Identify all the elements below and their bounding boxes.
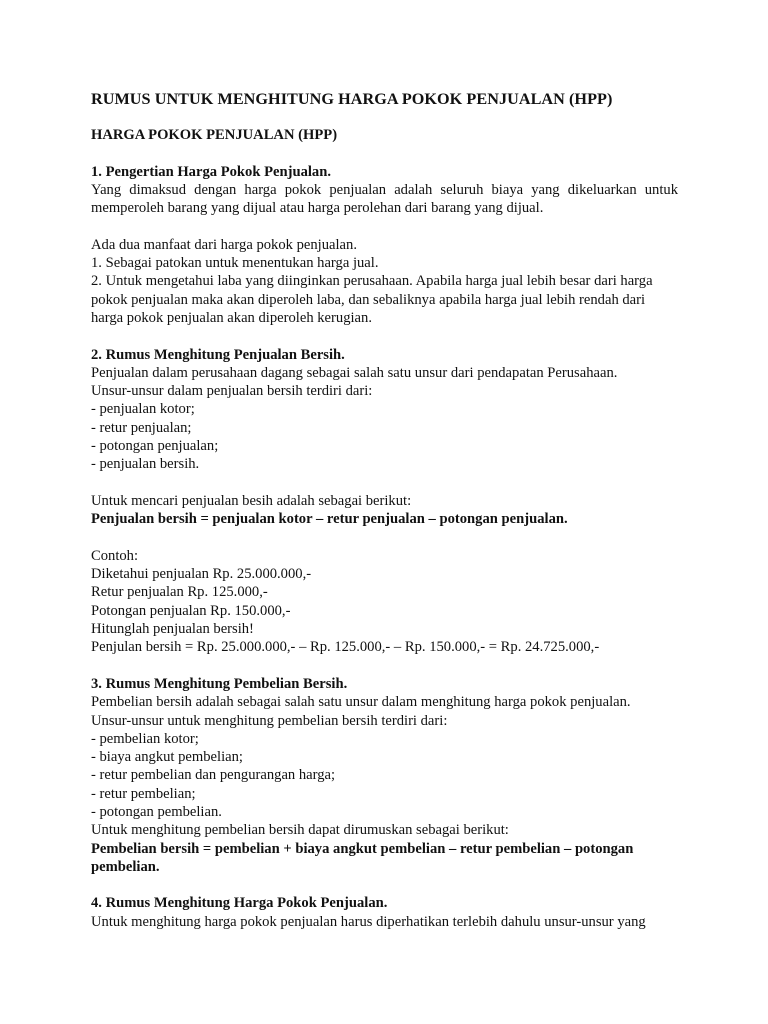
- list-item: - retur pembelian;: [91, 785, 196, 802]
- document-subtitle: HARGA POKOK PENJUALAN (HPP): [91, 127, 338, 143]
- benefit-item: 2. Untuk mengetahui laba yang diinginkan perusahaan. Apabila harga jual lebih besar dari harga pokok penjualan maka akan diperoleh laba, dan sebaliknya apabila harga jual lebih rendah dari harga pokok penjualan akan diperoleh kerugian.: [91, 273, 653, 326]
- example-line: Potongan penjualan Rp. 150.000,-: [91, 602, 291, 619]
- section-4-heading: 4. Rumus Menghitung Harga Pokok Penjualan.: [91, 895, 388, 912]
- section-3-formula: Pembelian bersih = pembelian + biaya angkut pembelian – retur pembelian – potongan pembelian.: [91, 840, 634, 875]
- list-item: - penjualan bersih.: [91, 456, 200, 473]
- section-1-definition: Yang dimaksud dengan harga pokok penjualan adalah seluruh biaya yang dikeluarkan untuk memperoleh barang yang dijual atau harga perolehan dari barang yang dijual.: [91, 181, 678, 217]
- example-label: Contoh:: [91, 547, 139, 564]
- section-4-intro: Untuk menghitung harga pokok penjualan harus diperhatikan terlebih dahulu unsur-unsur yang: [91, 913, 646, 930]
- list-item: - potongan pembelian.: [91, 803, 222, 820]
- example-line: Retur penjualan Rp. 125.000,-: [91, 584, 268, 601]
- example-line: Diketahui penjualan Rp. 25.000.000,-: [91, 566, 312, 583]
- section-3-formula-intro: Untuk menghitung pembelian bersih dapat dirumuskan sebagai berikut:: [91, 822, 509, 839]
- list-item: - potongan penjualan;: [91, 438, 219, 455]
- section-2-formula-intro: Untuk mencari penjualan besih adalah sebagai berikut:: [91, 492, 412, 509]
- list-item: - biaya angkut pembelian;: [91, 749, 243, 766]
- example-line: Hitunglah penjualan bersih!: [91, 621, 254, 638]
- section-1-heading: 1. Pengertian Harga Pokok Penjualan.: [91, 163, 331, 180]
- section-3-heading: 3. Rumus Menghitung Pembelian Bersih.: [91, 675, 348, 692]
- example-result: Penjulan bersih = Rp. 25.000.000,- – Rp. 125.000,- – Rp. 150.000,- = Rp. 24.725.000,-: [91, 639, 600, 656]
- list-item: - retur pembelian dan pengurangan harga;: [91, 767, 336, 784]
- section-3-intro: Pembelian bersih adalah sebagai salah satu unsur dalam menghitung harga pokok penjualan.: [91, 694, 631, 711]
- section-3-elements-intro: Unsur-unsur untuk menghitung pembelian bersih terdiri dari:: [91, 712, 448, 729]
- section-2-elements-intro: Unsur-unsur dalam penjualan bersih terdiri dari:: [91, 383, 373, 400]
- document-content: [91, 89, 678, 931]
- section-2-heading: 2. Rumus Menghitung Penjualan Bersih.: [91, 346, 345, 363]
- list-item: - penjualan kotor;: [91, 401, 195, 418]
- benefit-item: 1. Sebagai patokan untuk menentukan harga jual.: [91, 255, 379, 272]
- list-item: - pembelian kotor;: [91, 730, 199, 747]
- document-title: RUMUS UNTUK MENGHITUNG HARGA POKOK PENJUALAN (HPP): [91, 90, 613, 108]
- section-1-benefits-intro: Ada dua manfaat dari harga pokok penjualan.: [91, 236, 357, 253]
- section-2-formula: Penjualan bersih = penjualan kotor – retur penjualan – potongan penjualan.: [91, 511, 568, 528]
- section-2-intro: Penjualan dalam perusahaan dagang sebagai salah satu unsur dari pendapatan Perusahaan.: [91, 364, 618, 381]
- list-item: - retur penjualan;: [91, 419, 192, 436]
